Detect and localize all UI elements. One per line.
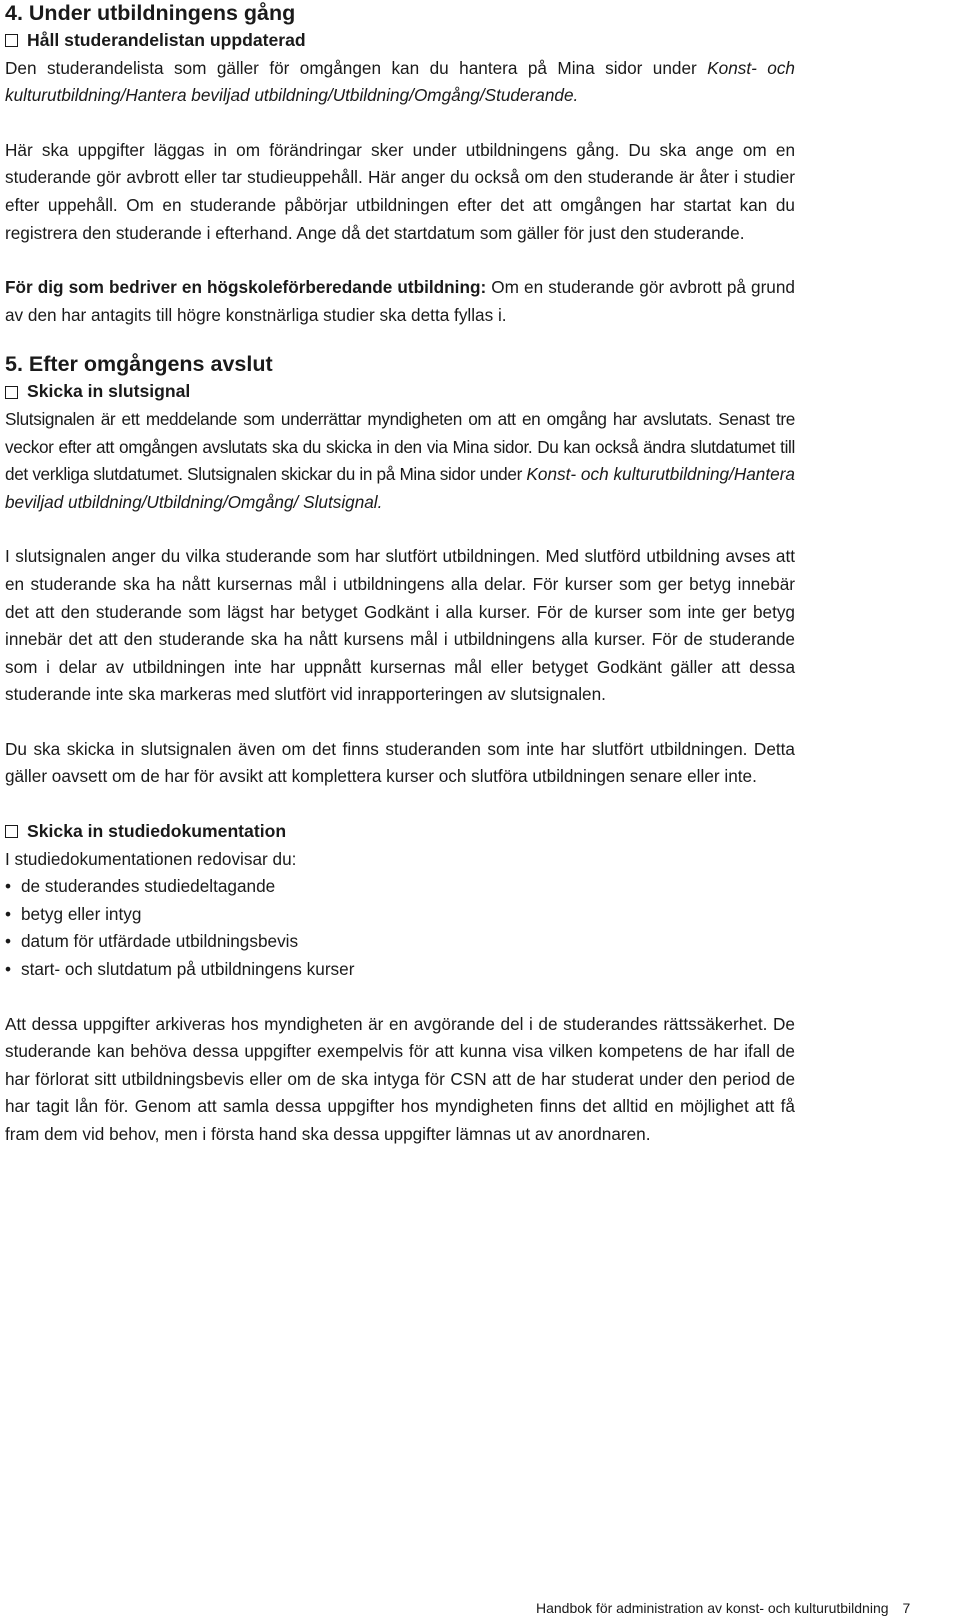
page-number: 7	[902, 1600, 911, 1616]
bullet-icon: •	[5, 931, 12, 952]
paragraph: Här ska uppgifter läggas in om förändringar sker under utbildningens gång. Du ska ange om en studerande gör avbrott eller tar studieuppehåll. Här anger du också om den studerande är åter i studier efter uppehåll. Om en studerande påbörjar utbildningen efter det att omgången har startat kan du registrera den studerande i efterhand. Ange då det startdatum som gäller för just den studerande.	[5, 139, 795, 243]
bullet-icon: •	[5, 959, 12, 980]
subsection-skicka-in-slutsignal	[5, 378, 795, 406]
checkbox-icon	[5, 386, 18, 399]
emphasis-label: För dig som bedriver en högskoleförberedande utbildning:	[5, 277, 487, 298]
paragraph: Du ska skicka in slutsignalen även om det finns studeranden som inte har slutfört utbildningen. Detta gäller oavsett om de har för avsikt att komplettera kurser och slutföra utbildningen senare eller inte.	[5, 738, 795, 787]
paragraph: Att dessa uppgifter arkiveras hos myndigheten är en avgörande del i de studerandes rättssäkerhet. De studerande kan behöva dessa uppgifter exempelvis för att kunna visa vilken kompetens de har ifall de har förlorat sitt utbildningsbevis eller om de ska intyga för CSN att de har studerat under den period de har tagit lån för. Genom att samla dessa uppgifter hos myndigheten finns det alltid en möjlighet att få fram dem vid behov, men i första hand ska dessa uppgifter lämnas ut av anordnaren.	[5, 1013, 795, 1144]
section-5-heading: 5. Efter omgångens avslut	[5, 352, 273, 377]
subsection-heading: Skicka in studiedokumentation	[27, 821, 287, 842]
subsection-hall-studerandelistan	[5, 27, 795, 55]
page-footer	[536, 1600, 910, 1617]
list-item	[5, 956, 795, 984]
list-item-text: de studerandes studiedeltagande	[21, 876, 276, 897]
menu-path: Konst- och kulturutbildning/Hantera beviljad utbildning/Utbildning/Omgång/ Slutsignal.	[5, 464, 795, 512]
bullet-icon: •	[5, 876, 12, 897]
subsection-heading: Håll studerandelistan uppdaterad	[27, 30, 306, 50]
document-page	[5, 0, 795, 1149]
bullet-icon: •	[5, 903, 12, 924]
list-item-text: betyg eller intyg	[21, 903, 142, 924]
paragraph-text: Den studerandelista som gäller för omgången kan du hantera på Mina sidor under	[5, 57, 708, 78]
list-item	[5, 901, 795, 929]
paragraph: I studiedokumentationen redovisar du:	[5, 848, 297, 869]
paragraph-text: Om en studerande gör avbrott på grund av den har antagits till högre konstnärliga studier ska detta fyllas i.	[5, 277, 795, 325]
list-item	[5, 873, 795, 901]
paragraph	[5, 406, 795, 516]
subsection-skicka-in-studiedokumentation	[5, 818, 795, 846]
paragraph: I slutsignalen anger du vilka studerande som har slutfört utbildningen. Med slutförd utbildning avses att en studerande ska ha nått kursernas mål i utbildningens alla delar. För kurser som ger betyg innebär det att den studerande som lägst har betyget Godkänt i alla kurser. För de kurser som inte ger betyg innebär det att den studerande ska ha nått kursens mål i utbildningens alla kurser. För de studerande som i delar av utbildningen inte har uppnått kursernas mål eller betyget Godkänt gäller att dessa studerande inte ska markeras med slutfört vid inrapporteringen av slutsignalen.	[5, 546, 795, 705]
subsection-heading: Skicka in slutsignal	[27, 381, 191, 402]
checkbox-icon	[5, 34, 18, 47]
list-item-text: datum för utfärdade utbildningsbevis	[21, 931, 299, 952]
bullet-list	[5, 873, 795, 983]
menu-path: Konst- och kulturutbildning/Hantera beviljad utbildning/Utbildning/Omgång/Studerande.	[5, 57, 795, 106]
paragraph	[5, 274, 795, 329]
paragraph	[5, 55, 795, 110]
section-4-heading: 4. Under utbildningens gång	[5, 1, 296, 25]
paragraph-text: Slutsignalen är ett meddelande som underrättar myndigheten om att en omgång har avslutats. Senast tre veckor efter att omgången avslutats ska du skicka in den via Mina sidor. Du kan också ändra slutdatumet till det verkliga slutdatumet. Slutsignalen skickar du in på Mina sidor under	[5, 408, 795, 485]
checkbox-icon	[5, 825, 18, 838]
footer-title: Handbok för administration av konst- och kulturutbildning	[536, 1600, 889, 1616]
list-item	[5, 928, 795, 956]
list-item-text: start- och slutdatum på utbildningens kurser	[21, 959, 355, 980]
